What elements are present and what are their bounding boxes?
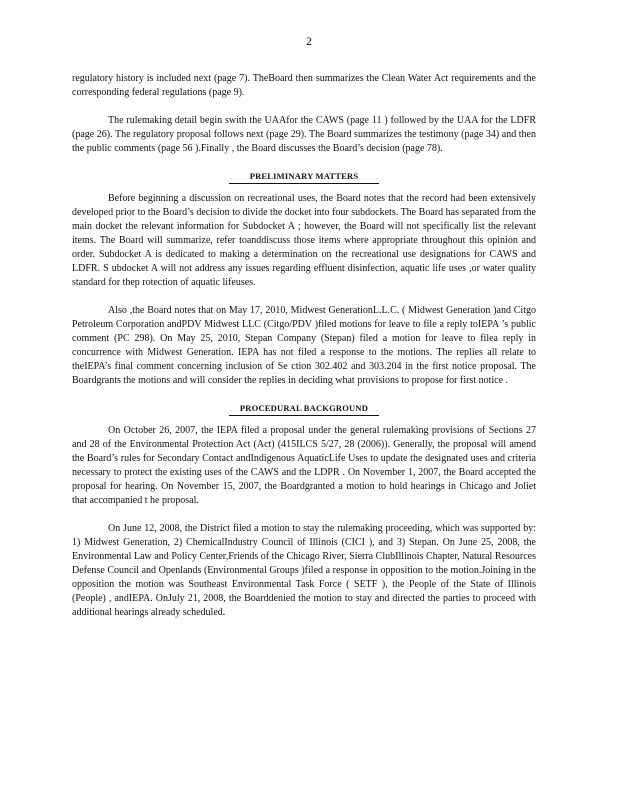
heading-procedural-background-text: PROCEDURAL BACKGROUND [229, 402, 379, 416]
paragraph-iepa-proposal: On October 26, 2007, the IEPA filed a proposal under the general rulemaking provisions of Sections 27 and 28 of the Environmental Protection Act (Act) (415ILCS 5/27, 28 (2006)). Generally, the proposal will amend the Board’s rules for Secondary Contact andIndigenous AquaticLife Uses to update the designated uses and criteria necessary to protect the existing uses of the CAWS and the LDPR . On November 1, 2007, the Board accepted the proposal for hearing. On November 15, 2007, the Boardgranted a motion to hold hearings in Chicago and Joliet that accompanied t he proposal. [72, 425, 536, 506]
document-body [72, 72, 536, 620]
paragraph-subdockets: Before beginning a discussion on recreational uses, the Board notes that the record had been extensively developed prior to the Board’s decision to divide the docket into four subdockets. The Board has separated from the main docket the relevant information for Subdocket A ; however, the Board will not specifically list the relevant items. The Board will summarize, refer toanddiscuss those items where appropriate throughout this opinion and order. Subdocket A is dedicated to making a determination on the recreational use designations for CAWS and LDFR. S ubdocket A will not address any issues regarding effluent disinfection, aquatic life uses ,or water quality standard for thep rotection of aquatic lifeuses. [72, 193, 536, 288]
paragraph-rulemaking-detail: The rulemaking detail begin swith the UAAfor the CAWS (page 11 ) followed by the UAA for the LDFR (page 26). The regulatory proposal follows next (page 29). The Board summarizes the testimony (page 34) and then the public comments (page 56 ).Finally , the Board discusses the Board’s decision (page 78). [72, 115, 536, 154]
paragraph-stay-motion: On June 12, 2008, the District filed a motion to stay the rulemaking proceeding, which was supported by: 1) Midwest Generation, 2) ChemicalIndustry Council of Illinois (CICI ), and 3) Stepan. On June 25, 2008, the Environmental Law and Policy Center,Friends of the Chicago River, Sierra ClubIllinois Chapter, Natural Resources Defense Council and Openlands (Environmental Groups )filed a response in opposition to the motion.Joining in the opposition the motion was Southeast Environmental Task Force ( SETF ), the People of the State of Illinois (People) , andIEPA. OnJuly 21, 2008, the Boarddenied the motion to stay and directed the parties to proceed with additional hearings already scheduled. [72, 523, 536, 618]
heading-preliminary-matters [72, 170, 536, 184]
paragraph-motions: Also ,the Board notes that on May 17, 2010, Midwest GenerationL.L.C. ( Midwest Generation )and Citgo Petroleum Corporation andPDV Midwest LLC (Citgo/PDV )filed motions for leave to file a reply toIEPA ’s public comment (PC 298). On May 25, 2010, Stepan Company (Stepan) filed a motion for leave to filea reply in concurrence with Midwest Generation. IEPA has not filed a response to the motions. The replies all relate to theIEPA’s final comment concerning inclusion of Se ction 302.402 and 303.204 in the first notice proposal. The Boardgrants the motions and will consider the replies in deciding what provisions to propose for first notice . [72, 305, 536, 386]
heading-preliminary-matters-text: PRELIMINARY MATTERS [229, 170, 379, 184]
heading-procedural-background [72, 402, 536, 416]
paragraph-history-summary: regulatory history is included next (page 7). TheBoard then summarizes the Clean Water Act requirements and the corresponding federal regulations (page 9). [72, 73, 536, 98]
page-number: 2 [306, 34, 312, 48]
